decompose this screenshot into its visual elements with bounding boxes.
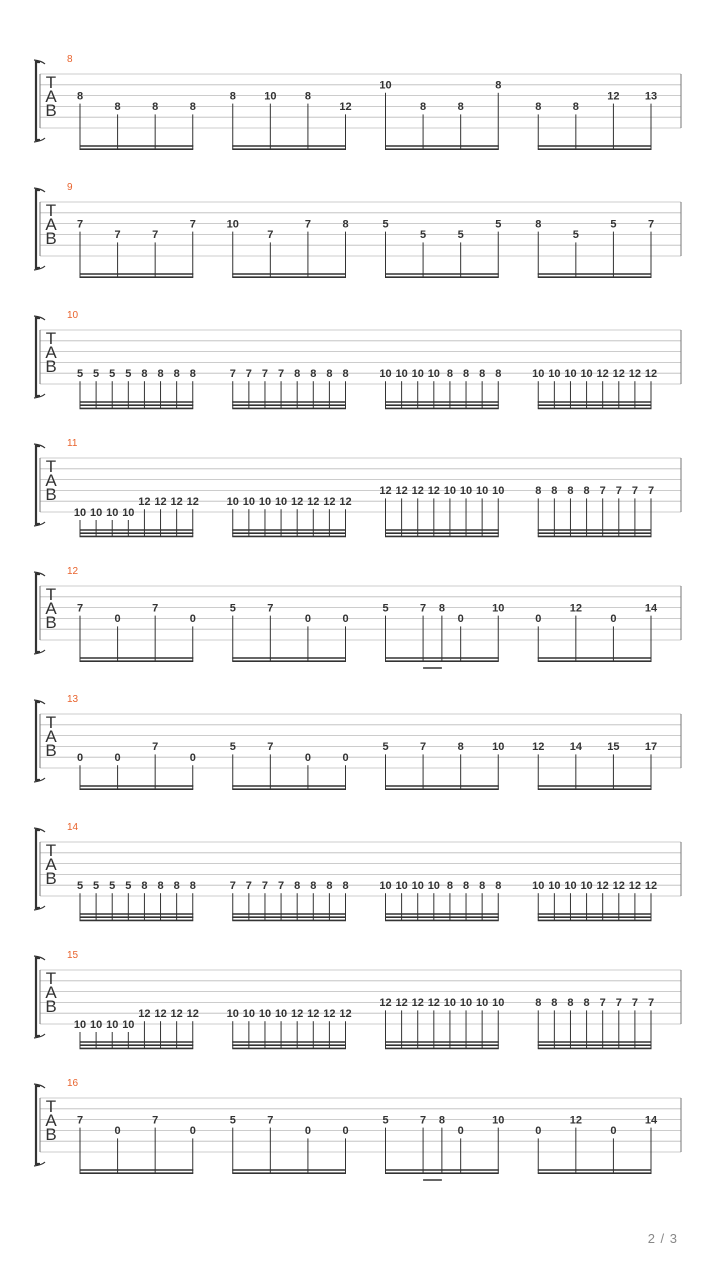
fret-number: 12	[411, 485, 424, 498]
fret-number: 12	[186, 496, 199, 508]
fret-number: 12	[569, 1114, 582, 1127]
system-bracket	[36, 446, 40, 524]
tab-clef-letter: B	[45, 740, 57, 760]
tab-clef-letter: A	[45, 214, 57, 234]
fret-number: 8	[342, 218, 349, 231]
fret-number: 7	[599, 485, 606, 498]
fret-number: 10	[226, 496, 239, 508]
fret-number: 10	[548, 368, 561, 380]
fret-number: 10	[580, 368, 593, 380]
fret-number: 7	[599, 997, 606, 1010]
fret-number: 7	[615, 485, 622, 498]
fret-number: 0	[610, 613, 617, 626]
fret-number: 8	[567, 485, 574, 498]
fret-number: 8	[535, 997, 542, 1010]
fret-number: 8	[294, 368, 301, 380]
fret-number: 12	[427, 997, 440, 1010]
fret-number: 8	[479, 368, 486, 380]
fret-number: 0	[342, 752, 349, 764]
fret-number: 8	[567, 997, 574, 1010]
fret-number: 7	[278, 880, 285, 892]
fret-number: 7	[647, 997, 655, 1010]
fret-number: 7	[261, 880, 269, 892]
fret-number: 10	[258, 1008, 272, 1020]
tab-clef-letter: T	[45, 968, 57, 988]
fret-number: 10	[492, 1114, 505, 1127]
fret-number: 7	[304, 218, 311, 231]
fret-number: 7	[267, 1114, 274, 1127]
fret-number: 5	[457, 229, 464, 242]
fret-number: 8	[342, 368, 349, 380]
fret-number: 8	[152, 101, 159, 114]
fret-number: 5	[109, 368, 116, 380]
fret-number: 7	[647, 485, 655, 498]
fret-number: 8	[326, 880, 333, 892]
fret-number: 7	[152, 741, 159, 754]
fret-number: 12	[607, 90, 620, 103]
fret-number: 8	[457, 101, 464, 114]
fret-number: 8	[141, 368, 148, 380]
fret-number: 0	[114, 613, 121, 626]
fret-number: 8	[535, 485, 542, 498]
fret-number: 8	[551, 485, 558, 498]
fret-number: 8	[535, 101, 542, 114]
fret-number: 0	[304, 1125, 311, 1138]
fret-number: 10	[492, 485, 505, 498]
fret-number: 7	[229, 880, 236, 892]
tab-clef-letter: B	[45, 612, 57, 632]
fret-number: 12	[339, 496, 352, 508]
fret-number: 12	[569, 602, 582, 615]
fret-number: 5	[109, 880, 116, 892]
fret-number: 12	[339, 1008, 352, 1020]
fret-number: 7	[267, 602, 274, 615]
fret-number: 10	[459, 485, 473, 498]
fret-number: 8	[583, 997, 590, 1010]
fret-number: 7	[189, 218, 196, 231]
fret-number: 10	[379, 880, 392, 892]
fret-number: 12	[154, 1008, 167, 1020]
fret-number: 10	[411, 368, 424, 380]
system-bracket	[36, 318, 40, 396]
fret-number: 7	[152, 229, 159, 242]
fret-number: 17	[644, 741, 658, 754]
fret-number: 12	[628, 368, 642, 380]
tab-clef-letter: B	[45, 868, 57, 888]
fret-number: 10	[459, 997, 473, 1010]
tab-clef-letter: B	[45, 996, 57, 1016]
tab-clef-letter: A	[45, 1110, 57, 1130]
fret-number: 12	[596, 880, 609, 892]
tab-clef-letter: B	[45, 484, 57, 504]
fret-number: 10	[258, 496, 272, 508]
system-bracket	[36, 190, 40, 268]
fret-number: 5	[76, 368, 84, 380]
fret-number: 5	[93, 880, 100, 892]
fret-number: 0	[189, 752, 196, 764]
fret-number: 8	[342, 880, 349, 892]
fret-number: 7	[615, 997, 622, 1010]
fret-number: 8	[479, 880, 486, 892]
tab-clef-letter: T	[45, 328, 57, 348]
fret-number: 7	[647, 218, 655, 231]
fret-number: 8	[495, 368, 502, 380]
fret-number: 8	[141, 880, 148, 892]
fret-number: 12	[379, 485, 392, 498]
fret-number: 5	[382, 1114, 389, 1127]
fret-number: 10	[122, 1018, 135, 1031]
fret-number: 7	[76, 218, 84, 231]
fret-number: 13	[644, 90, 658, 103]
fret-number: 0	[610, 1125, 617, 1138]
measure-number: 9	[67, 182, 73, 193]
fret-number: 10	[532, 368, 545, 380]
fret-number: 10	[395, 880, 408, 892]
fret-number: 5	[229, 602, 236, 615]
fret-number: 10	[476, 997, 489, 1010]
fret-number: 10	[264, 90, 277, 103]
tab-clef-letter: T	[45, 584, 57, 604]
fret-number: 5	[382, 218, 389, 231]
fret-number: 10	[548, 880, 561, 892]
fret-number: 8	[535, 218, 542, 231]
fret-number: 0	[76, 752, 84, 764]
fret-number: 5	[382, 741, 389, 754]
fret-number: 8	[157, 368, 164, 380]
fret-number: 12	[379, 997, 392, 1010]
fret-number: 8	[189, 368, 196, 380]
tab-clef-letter: T	[45, 72, 57, 92]
fret-number: 12	[186, 1008, 199, 1020]
measure-number: 13	[67, 694, 79, 705]
fret-number: 7	[229, 368, 236, 380]
fret-number: 8	[462, 368, 470, 380]
fret-number: 10	[443, 997, 457, 1010]
fret-number: 0	[457, 613, 464, 626]
fret-number: 12	[291, 1008, 304, 1020]
fret-number: 10	[226, 1008, 239, 1020]
fret-number: 8	[438, 602, 445, 615]
fret-number: 10	[379, 79, 392, 92]
tab-clef-letter: T	[45, 456, 57, 476]
fret-number: 7	[245, 368, 252, 380]
fret-number: 12	[427, 485, 440, 498]
measure-number: 11	[67, 438, 78, 449]
fret-number: 12	[291, 496, 304, 508]
fret-number: 10	[476, 485, 489, 498]
tab-clef-letter: B	[45, 1124, 57, 1144]
fret-number: 7	[114, 229, 121, 242]
fret-number: 10	[242, 496, 255, 508]
fret-number: 0	[457, 1125, 464, 1138]
fret-number: 8	[304, 90, 311, 103]
measure-number: 15	[67, 950, 79, 961]
fret-number: 12	[307, 1008, 320, 1020]
tab-clef-letter: T	[45, 200, 57, 220]
fret-number: 12	[323, 1008, 336, 1020]
fret-number: 10	[73, 506, 87, 519]
fret-number: 12	[411, 997, 424, 1010]
fret-number: 8	[583, 485, 590, 498]
tab-clef-letter: B	[45, 100, 57, 120]
tab-clef-letter: A	[45, 982, 57, 1002]
fret-number: 12	[644, 368, 658, 380]
fret-number: 10	[564, 368, 577, 380]
fret-number: 8	[76, 90, 84, 103]
fret-number: 8	[457, 741, 464, 754]
system-bracket	[36, 574, 40, 652]
fret-number: 8	[326, 368, 333, 380]
tab-clef-letter: T	[45, 840, 57, 860]
tab-clef-letter: A	[45, 598, 57, 618]
fret-number: 8	[173, 880, 180, 892]
measure-number: 14	[67, 822, 79, 833]
system-bracket	[36, 830, 40, 908]
tab-clef-letter: A	[45, 726, 57, 746]
fret-number: 7	[76, 602, 84, 615]
fret-number: 10	[492, 741, 505, 754]
fret-number: 12	[644, 880, 658, 892]
fret-number: 12	[395, 485, 408, 498]
fret-number: 8	[157, 880, 164, 892]
fret-number: 12	[628, 880, 642, 892]
tab-clef-letter: A	[45, 342, 57, 362]
measure-number: 10	[67, 310, 79, 321]
fret-number: 5	[125, 368, 132, 380]
tab-clef-letter: T	[45, 1096, 57, 1116]
fret-number: 8	[189, 101, 196, 114]
fret-number: 10	[122, 506, 135, 519]
fret-number: 12	[339, 101, 352, 114]
measure-number: 8	[67, 54, 73, 65]
fret-number: 10	[492, 602, 505, 615]
fret-number: 8	[310, 368, 317, 380]
fret-number: 12	[138, 496, 151, 508]
fret-number: 15	[607, 741, 620, 754]
fret-number: 12	[323, 496, 336, 508]
fret-number: 12	[532, 741, 545, 754]
fret-number: 12	[154, 496, 167, 508]
fret-number: 8	[310, 880, 317, 892]
fret-number: 7	[261, 368, 269, 380]
fret-number: 0	[189, 613, 196, 626]
fret-number: 12	[596, 368, 609, 380]
fret-number: 14	[569, 741, 582, 754]
fret-number: 10	[242, 1008, 255, 1020]
fret-number: 10	[443, 485, 457, 498]
fret-number: 8	[420, 101, 427, 114]
fret-number: 10	[564, 880, 577, 892]
fret-number: 8	[495, 79, 502, 92]
fret-number: 10	[89, 506, 103, 519]
fret-number: 7	[76, 1114, 84, 1127]
tab-clef-letter: A	[45, 86, 57, 106]
tab-clef-letter: T	[45, 712, 57, 732]
fret-number: 5	[76, 880, 84, 892]
fret-number: 7	[420, 1114, 427, 1127]
fret-number: 7	[267, 229, 274, 242]
fret-number: 5	[610, 218, 617, 231]
fret-number: 8	[446, 368, 453, 380]
fret-number: 14	[644, 602, 658, 615]
tab-clef-letter: B	[45, 356, 57, 376]
fret-number: 5	[420, 229, 427, 242]
fret-number: 5	[495, 218, 502, 231]
fret-number: 10	[89, 1018, 103, 1031]
fret-number: 12	[170, 1008, 183, 1020]
fret-number: 8	[551, 997, 558, 1010]
fret-number: 10	[492, 997, 505, 1010]
fret-number: 8	[229, 90, 236, 103]
fret-number: 7	[152, 1114, 159, 1127]
tab-clef-letter: A	[45, 854, 57, 874]
fret-number: 12	[395, 997, 408, 1010]
system-bracket	[36, 62, 40, 140]
fret-number: 10	[411, 880, 424, 892]
fret-number: 10	[427, 368, 440, 380]
fret-number: 12	[612, 880, 625, 892]
fret-number: 0	[342, 1125, 349, 1138]
fret-number: 12	[170, 496, 183, 508]
fret-number: 0	[189, 1125, 196, 1138]
fret-number: 0	[114, 752, 121, 764]
fret-number: 8	[438, 1114, 445, 1127]
fret-number: 7	[420, 741, 427, 754]
fret-number: 0	[535, 1125, 542, 1138]
system-bracket	[36, 702, 40, 780]
fret-number: 5	[93, 368, 100, 380]
fret-number: 5	[382, 602, 389, 615]
tab-clef-letter: B	[45, 228, 57, 248]
fret-number: 0	[342, 613, 349, 626]
measure-number: 12	[67, 566, 79, 577]
fret-number: 7	[631, 485, 638, 498]
fret-number: 10	[226, 218, 239, 231]
system-bracket	[36, 958, 40, 1036]
fret-number: 10	[274, 496, 288, 508]
fret-number: 7	[420, 602, 427, 615]
fret-number: 14	[644, 1114, 658, 1127]
fret-number: 7	[267, 741, 274, 754]
tab-clef-letter: A	[45, 470, 57, 490]
fret-number: 10	[427, 880, 440, 892]
fret-number: 5	[572, 229, 579, 242]
fret-number: 10	[274, 1008, 288, 1020]
fret-number: 5	[229, 1114, 236, 1127]
fret-number: 0	[304, 613, 311, 626]
fret-number: 10	[106, 1018, 119, 1031]
fret-number: 12	[307, 496, 320, 508]
system-bracket	[36, 1086, 40, 1164]
fret-number: 10	[395, 368, 408, 380]
fret-number: 7	[631, 997, 638, 1010]
fret-number: 8	[189, 880, 196, 892]
fret-number: 7	[245, 880, 252, 892]
fret-number: 12	[612, 368, 625, 380]
fret-number: 0	[114, 1125, 121, 1138]
fret-number: 8	[294, 880, 301, 892]
fret-number: 0	[535, 613, 542, 626]
fret-number: 8	[114, 101, 121, 114]
page-number: 2 / 3	[647, 1231, 678, 1246]
fret-number: 10	[379, 368, 392, 380]
fret-number: 7	[152, 602, 159, 615]
fret-number: 10	[532, 880, 545, 892]
fret-number: 8	[446, 880, 453, 892]
fret-number: 7	[278, 368, 285, 380]
fret-number: 10	[106, 506, 119, 519]
measure-number: 16	[67, 1078, 79, 1089]
fret-number: 5	[229, 741, 236, 754]
fret-number: 12	[138, 1008, 151, 1020]
fret-number: 8	[495, 880, 502, 892]
fret-number: 0	[304, 752, 311, 764]
fret-number: 5	[125, 880, 132, 892]
fret-number: 10	[580, 880, 593, 892]
fret-number: 10	[73, 1018, 87, 1031]
fret-number: 8	[462, 880, 470, 892]
fret-number: 8	[572, 101, 579, 114]
fret-number: 8	[173, 368, 180, 380]
